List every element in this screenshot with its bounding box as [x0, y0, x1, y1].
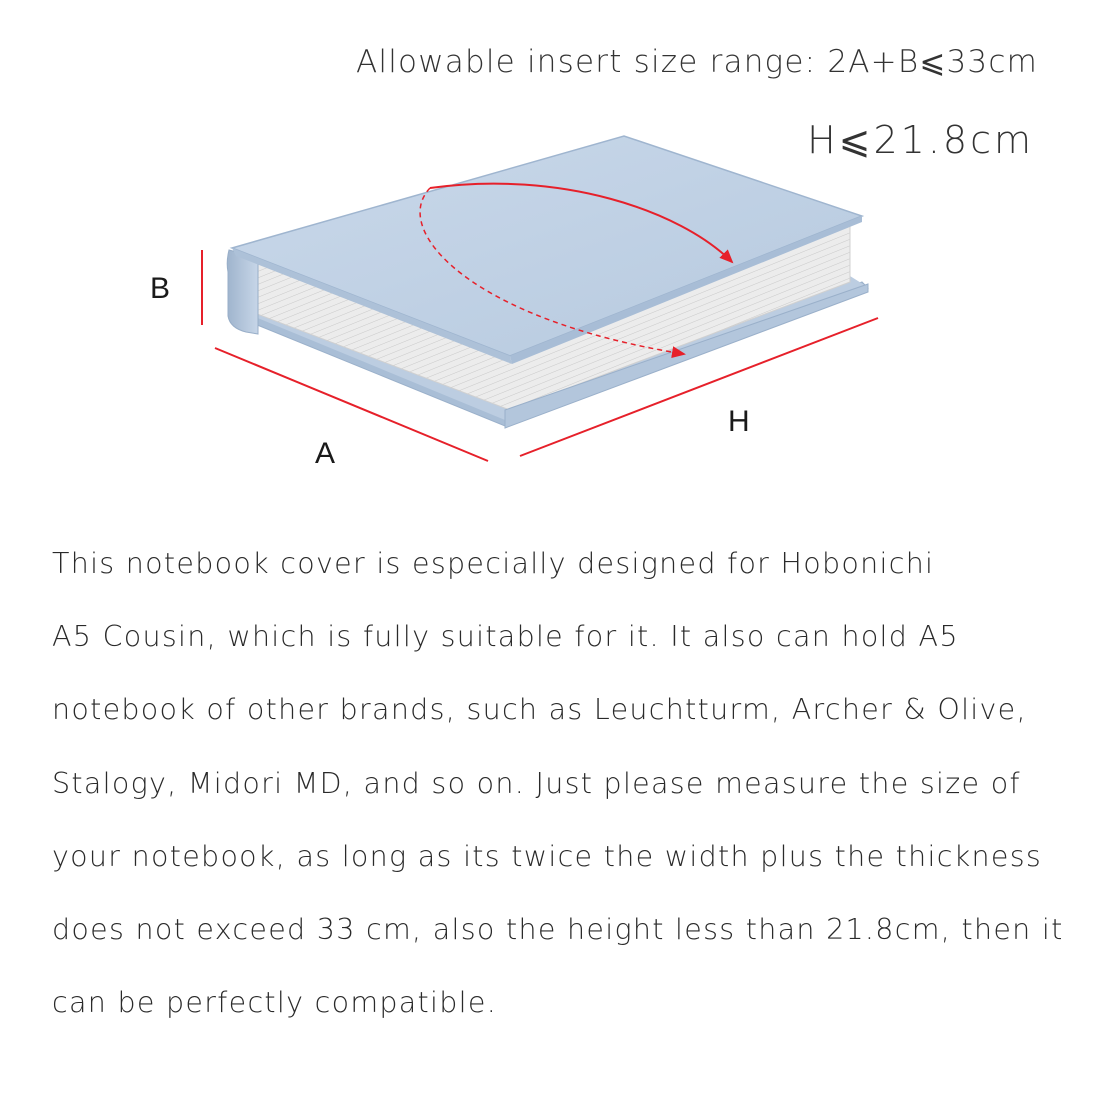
description-line: can be perfectly compatible. — [52, 986, 498, 1020]
description-line: This notebook cover is especially designed for Hobonichi — [52, 547, 935, 580]
description-line: your notebook, as long as its twice the width plus the thickness — [52, 839, 1043, 873]
description-line: notebook of other brands, such as Leuchtturm, Archer & Olive, — [52, 693, 1027, 727]
description-line: A5 Cousin, which is fully suitable for it. It also can hold A5 — [52, 620, 959, 654]
description-line: Stalogy, Midori MD, and so on. Just please measure the size of — [52, 766, 1021, 800]
book-dimension-diagram — [0, 0, 1100, 520]
thickness-label: B — [150, 272, 171, 305]
height-rule-heading: H⩽21.8cm — [807, 118, 1034, 162]
description-line: does not exceed 33 cm, also the height less than 21.8cm, then it — [52, 913, 1064, 947]
size-rule-heading: Allowable insert size range: 2A+B⩽33cm — [356, 44, 1038, 80]
compatibility-description — [52, 527, 1062, 1039]
width-label: A — [315, 437, 336, 470]
height-label: H — [728, 405, 750, 438]
